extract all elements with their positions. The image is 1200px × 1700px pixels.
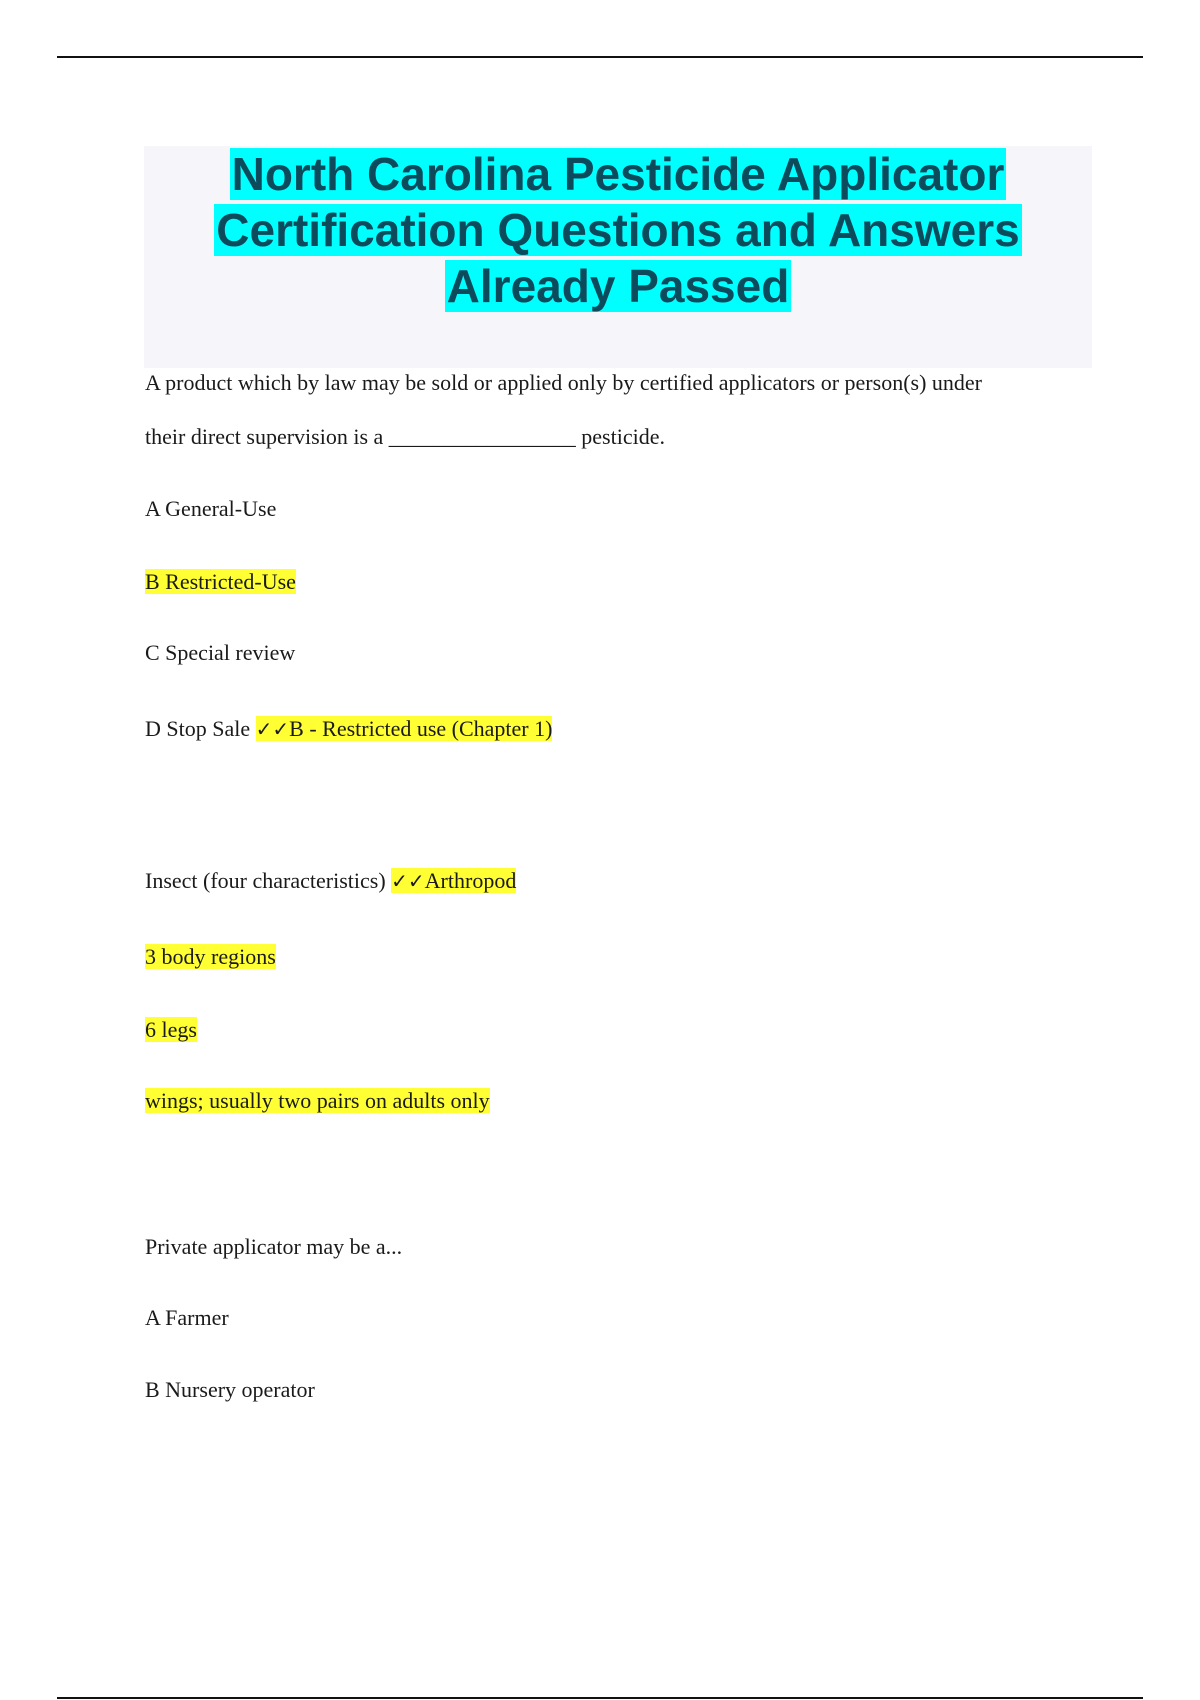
q2-answer-line-2: [145, 942, 276, 972]
q1-text-line-2: their direct supervision is a _________________ pesticide.: [145, 424, 665, 449]
top-rule: [57, 56, 1143, 58]
q2-answer-line-4: [145, 1086, 490, 1116]
bottom-rule: [57, 1697, 1143, 1699]
q2-row: [145, 866, 516, 896]
q1-answer: [256, 716, 553, 741]
q2-answer-line-3-text: 6 legs: [145, 1017, 197, 1042]
q1-option-a: A General-Use: [145, 496, 277, 521]
check-icon: ✓✓: [255, 717, 290, 741]
title-line-1: North Carolina Pesticide Applicator: [231, 148, 1005, 200]
q1-answer-text: B - Restricted use (Chapter 1): [289, 716, 553, 741]
q1-option-d-row: [145, 714, 552, 744]
q1-text-line-1: A product which by law may be sold or applied only by certified applicators or person(s) under: [145, 370, 982, 395]
q2-text: Insect (four characteristics): [145, 868, 386, 893]
q2-answer-text: Arthropod: [424, 868, 517, 893]
q1-option-d: D Stop Sale: [145, 716, 251, 741]
q2-answer: [391, 868, 516, 893]
check-icon: ✓✓: [391, 869, 425, 893]
q3-option-b: B Nursery operator: [145, 1377, 315, 1402]
q1-option-b: [145, 567, 296, 597]
q2-answer-line-4-text: wings; usually two pairs on adults only: [145, 1088, 490, 1113]
q3-text: Private applicator may be a...: [145, 1234, 403, 1259]
q2-answer-line-2-text: 3 body regions: [145, 944, 276, 969]
q3-option-a: A Farmer: [145, 1305, 229, 1330]
title-line-3: Already Passed: [446, 260, 790, 312]
title-line-2: Certification Questions and Answers: [216, 204, 1020, 256]
q1-option-b-text: B Restricted-Use: [145, 569, 296, 594]
title-block: [144, 146, 1092, 368]
q1-option-c: C Special review: [145, 640, 296, 665]
q2-answer-line-3: [145, 1015, 197, 1045]
document-title: [144, 146, 1092, 314]
